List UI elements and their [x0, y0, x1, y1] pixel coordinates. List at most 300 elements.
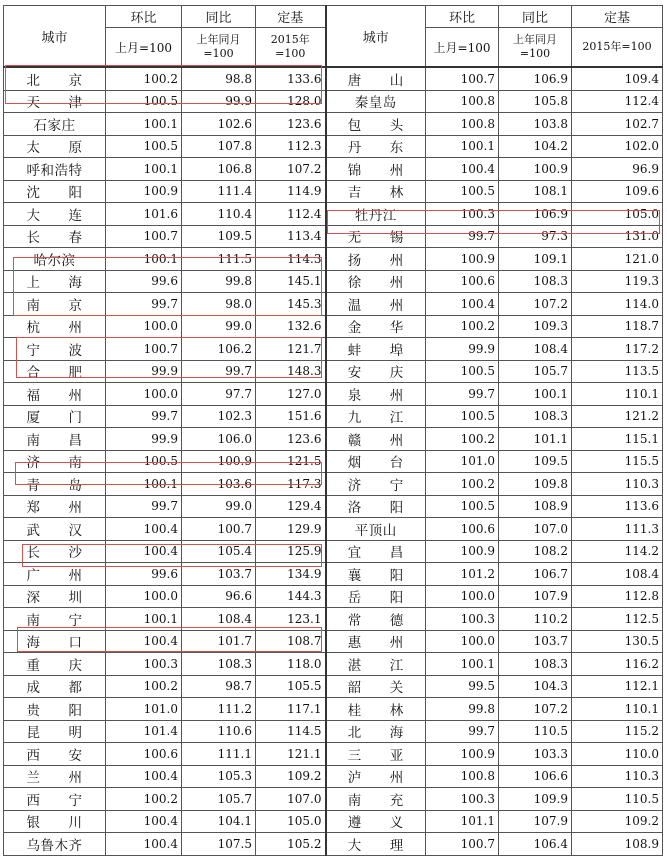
table-row [4, 630, 663, 653]
left-fixed-value: 123.6 [256, 113, 326, 136]
right-city-name: 宜 昌 [326, 540, 426, 563]
right-mom-value: 100.3 [426, 788, 499, 811]
left-fixed-value: 118.0 [256, 653, 326, 676]
right-city-name: 常 德 [326, 608, 426, 631]
left-city-name: 西 安 [4, 743, 106, 766]
left-mom-value: 100.4 [106, 630, 182, 653]
table-row [4, 383, 663, 406]
right-fixed-value: 108.9 [572, 833, 663, 856]
right-mom-value: 100.5 [426, 405, 499, 428]
left-yoy-value: 111.2 [182, 698, 256, 721]
left-fixed-value: 121.7 [256, 338, 326, 361]
header-mom-left: 环比 [106, 6, 182, 28]
left-city-name: 南 宁 [4, 608, 106, 631]
right-yoy-value: 106.4 [499, 833, 572, 856]
right-city-name: 徐 州 [326, 270, 426, 293]
right-city-name: 安 庆 [326, 360, 426, 383]
right-yoy-value: 107.2 [499, 293, 572, 316]
left-city-name: 西 宁 [4, 788, 106, 811]
left-yoy-value: 103.7 [182, 563, 256, 586]
left-yoy-value: 108.3 [182, 653, 256, 676]
left-mom-value: 100.2 [106, 675, 182, 698]
left-fixed-value: 123.1 [256, 608, 326, 631]
right-city-name: 惠 州 [326, 630, 426, 653]
right-yoy-value: 108.1 [499, 180, 572, 203]
left-mom-value: 100.9 [106, 180, 182, 203]
left-city-name: 济 南 [4, 450, 106, 473]
left-yoy-value: 97.7 [182, 383, 256, 406]
left-yoy-value: 104.1 [182, 810, 256, 833]
right-city-name: 岳 阳 [326, 585, 426, 608]
right-mom-value: 100.9 [426, 743, 499, 766]
left-yoy-value: 102.6 [182, 113, 256, 136]
left-fixed-value: 148.3 [256, 360, 326, 383]
right-city-name: 温 州 [326, 293, 426, 316]
left-mom-value: 99.6 [106, 270, 182, 293]
header-city-left: 城市 [4, 6, 106, 68]
left-yoy-value: 99.8 [182, 270, 256, 293]
left-fixed-value: 121.1 [256, 743, 326, 766]
right-fixed-value: 109.6 [572, 180, 663, 203]
table-row [4, 788, 663, 811]
right-mom-value: 100.5 [426, 180, 499, 203]
right-yoy-value: 97.3 [499, 225, 572, 248]
left-fixed-value: 151.6 [256, 405, 326, 428]
left-city-name: 青 岛 [4, 473, 106, 496]
left-mom-value: 101.4 [106, 720, 182, 743]
left-fixed-value: 105.5 [256, 675, 326, 698]
left-city-name: 上 海 [4, 270, 106, 293]
left-fixed-value: 114.3 [256, 248, 326, 271]
left-mom-value: 100.0 [106, 383, 182, 406]
right-fixed-value: 110.0 [572, 743, 663, 766]
left-city-name: 广 州 [4, 563, 106, 586]
left-mom-value: 99.9 [106, 360, 182, 383]
left-city-name: 福 州 [4, 383, 106, 406]
left-city-name: 合 肥 [4, 360, 106, 383]
left-mom-value: 100.4 [106, 765, 182, 788]
table-row [4, 540, 663, 563]
table-row [4, 428, 663, 451]
left-yoy-value: 109.5 [182, 225, 256, 248]
table-row [4, 743, 663, 766]
right-yoy-value: 105.7 [499, 360, 572, 383]
right-mom-value: 101.2 [426, 563, 499, 586]
left-yoy-value: 99.0 [182, 495, 256, 518]
right-city-name: 湛 江 [326, 653, 426, 676]
right-yoy-value: 106.9 [499, 203, 572, 226]
right-city-name: 烟 台 [326, 450, 426, 473]
header-mom-base-left: 上月=100 [106, 28, 182, 68]
left-yoy-value: 99.7 [182, 360, 256, 383]
right-fixed-value: 105.0 [572, 203, 663, 226]
left-mom-value: 100.5 [106, 450, 182, 473]
right-yoy-value: 105.8 [499, 90, 572, 113]
left-mom-value: 100.1 [106, 158, 182, 181]
left-yoy-value: 107.5 [182, 833, 256, 856]
left-mom-value: 100.4 [106, 518, 182, 541]
right-mom-value: 100.7 [426, 67, 499, 90]
left-fixed-value: 128.0 [256, 90, 326, 113]
right-mom-value: 100.3 [426, 608, 499, 631]
right-mom-value: 100.1 [426, 135, 499, 158]
table-row [4, 360, 663, 383]
right-mom-value: 100.1 [426, 653, 499, 676]
right-yoy-value: 103.3 [499, 743, 572, 766]
left-yoy-value: 103.6 [182, 473, 256, 496]
right-city-name: 扬 州 [326, 248, 426, 271]
table-body [4, 67, 663, 855]
right-fixed-value: 118.7 [572, 315, 663, 338]
left-yoy-value: 99.0 [182, 315, 256, 338]
header-mom-right: 环比 [426, 6, 499, 28]
header-city-right: 城市 [326, 6, 426, 68]
left-yoy-value: 105.4 [182, 540, 256, 563]
left-yoy-value: 110.4 [182, 203, 256, 226]
left-city-name: 杭 州 [4, 315, 106, 338]
left-mom-value: 100.5 [106, 135, 182, 158]
left-fixed-value: 117.1 [256, 698, 326, 721]
right-mom-value: 100.2 [426, 315, 499, 338]
right-yoy-value: 104.3 [499, 675, 572, 698]
right-city-name: 泸 州 [326, 765, 426, 788]
right-city-name: 秦皇岛 [326, 90, 426, 113]
right-fixed-value: 112.5 [572, 608, 663, 631]
right-yoy-value: 109.5 [499, 450, 572, 473]
left-city-name: 哈尔滨 [4, 248, 106, 271]
left-mom-value: 100.6 [106, 743, 182, 766]
header-fixed-left: 定基 [256, 6, 326, 28]
right-fixed-value: 110.3 [572, 473, 663, 496]
left-fixed-value: 129.4 [256, 495, 326, 518]
left-fixed-value: 145.3 [256, 293, 326, 316]
header-fixed-base-right: 2015年=100 [572, 28, 663, 68]
left-city-name: 沈 阳 [4, 180, 106, 203]
table-row [4, 450, 663, 473]
left-mom-value: 101.0 [106, 698, 182, 721]
right-yoy-value: 110.2 [499, 608, 572, 631]
left-city-name: 深 圳 [4, 585, 106, 608]
right-mom-value: 100.8 [426, 765, 499, 788]
price-index-table [3, 5, 663, 856]
right-mom-value: 99.7 [426, 720, 499, 743]
left-city-name: 成 都 [4, 675, 106, 698]
right-mom-value: 100.8 [426, 90, 499, 113]
table-row [4, 698, 663, 721]
right-yoy-value: 106.7 [499, 563, 572, 586]
right-city-name: 泉 州 [326, 383, 426, 406]
left-city-name: 兰 州 [4, 765, 106, 788]
table-row [4, 518, 663, 541]
right-yoy-value: 104.2 [499, 135, 572, 158]
left-mom-value: 100.4 [106, 833, 182, 856]
right-yoy-value: 108.3 [499, 270, 572, 293]
right-city-name: 洛 阳 [326, 495, 426, 518]
right-city-name: 南 充 [326, 788, 426, 811]
table-row [4, 293, 663, 316]
right-fixed-value: 96.9 [572, 158, 663, 181]
left-city-name: 太 原 [4, 135, 106, 158]
left-fixed-value: 123.6 [256, 428, 326, 451]
right-mom-value: 99.7 [426, 225, 499, 248]
left-yoy-value: 96.6 [182, 585, 256, 608]
table-row [4, 608, 663, 631]
left-city-name: 武 汉 [4, 518, 106, 541]
left-mom-value: 100.1 [106, 113, 182, 136]
header-yoy-base-right: 上年同月=100 [499, 28, 572, 68]
right-yoy-value: 109.1 [499, 248, 572, 271]
left-yoy-value: 107.8 [182, 135, 256, 158]
right-city-name: 济 宁 [326, 473, 426, 496]
right-fixed-value: 102.0 [572, 135, 663, 158]
left-fixed-value: 114.9 [256, 180, 326, 203]
right-city-name: 赣 州 [326, 428, 426, 451]
left-fixed-value: 113.4 [256, 225, 326, 248]
left-fixed-value: 112.4 [256, 203, 326, 226]
table-row [4, 495, 663, 518]
right-mom-value: 100.4 [426, 293, 499, 316]
right-yoy-value: 103.8 [499, 113, 572, 136]
right-yoy-value: 108.3 [499, 653, 572, 676]
right-yoy-value: 107.9 [499, 585, 572, 608]
left-fixed-value: 129.9 [256, 518, 326, 541]
left-yoy-value: 98.0 [182, 293, 256, 316]
right-city-name: 桂 林 [326, 698, 426, 721]
table-row [4, 473, 663, 496]
table-header [4, 6, 663, 68]
right-yoy-value: 109.3 [499, 315, 572, 338]
table-row [4, 563, 663, 586]
left-mom-value: 101.6 [106, 203, 182, 226]
left-mom-value: 100.0 [106, 315, 182, 338]
left-city-name: 南 昌 [4, 428, 106, 451]
right-yoy-value: 100.9 [499, 158, 572, 181]
table-row [4, 203, 663, 226]
right-fixed-value: 116.2 [572, 653, 663, 676]
right-fixed-value: 130.5 [572, 630, 663, 653]
left-mom-value: 99.7 [106, 495, 182, 518]
right-yoy-value: 106.9 [499, 67, 572, 90]
table-row [4, 765, 663, 788]
left-yoy-value: 111.5 [182, 248, 256, 271]
left-city-name: 宁 波 [4, 338, 106, 361]
right-mom-value: 100.8 [426, 113, 499, 136]
right-mom-value: 100.5 [426, 495, 499, 518]
table-row [4, 270, 663, 293]
left-fixed-value: 112.3 [256, 135, 326, 158]
right-mom-value: 100.7 [426, 833, 499, 856]
right-yoy-value: 107.0 [499, 518, 572, 541]
right-mom-value: 100.0 [426, 585, 499, 608]
left-yoy-value: 100.9 [182, 450, 256, 473]
right-yoy-value: 101.1 [499, 428, 572, 451]
table-row [4, 810, 663, 833]
right-mom-value: 100.9 [426, 540, 499, 563]
left-yoy-value: 105.3 [182, 765, 256, 788]
left-yoy-value: 99.9 [182, 90, 256, 113]
right-yoy-value: 108.3 [499, 405, 572, 428]
right-mom-value: 99.7 [426, 383, 499, 406]
left-city-name: 重 庆 [4, 653, 106, 676]
left-city-name: 天 津 [4, 90, 106, 113]
right-city-name: 包 头 [326, 113, 426, 136]
right-fixed-value: 113.6 [572, 495, 663, 518]
right-fixed-value: 114.0 [572, 293, 663, 316]
left-city-name: 石家庄 [4, 113, 106, 136]
left-mom-value: 99.6 [106, 563, 182, 586]
right-mom-value: 101.0 [426, 450, 499, 473]
left-fixed-value: 125.9 [256, 540, 326, 563]
left-fixed-value: 127.0 [256, 383, 326, 406]
header-yoy-left: 同比 [182, 6, 256, 28]
right-yoy-value: 108.4 [499, 338, 572, 361]
left-fixed-value: 117.3 [256, 473, 326, 496]
header-mom-base-right: 上月=100 [426, 28, 499, 68]
right-city-name: 大 理 [326, 833, 426, 856]
right-fixed-value: 111.3 [572, 518, 663, 541]
right-yoy-value: 108.9 [499, 495, 572, 518]
table-row [4, 675, 663, 698]
right-mom-value: 100.4 [426, 158, 499, 181]
right-mom-value: 99.8 [426, 698, 499, 721]
right-mom-value: 100.2 [426, 473, 499, 496]
right-fixed-value: 110.1 [572, 383, 663, 406]
right-yoy-value: 103.7 [499, 630, 572, 653]
right-fixed-value: 108.4 [572, 563, 663, 586]
left-city-name: 长 沙 [4, 540, 106, 563]
right-fixed-value: 114.2 [572, 540, 663, 563]
right-city-name: 平顶山 [326, 518, 426, 541]
right-city-name: 无 锡 [326, 225, 426, 248]
left-mom-value: 99.7 [106, 293, 182, 316]
right-fixed-value: 112.8 [572, 585, 663, 608]
right-city-name: 三 亚 [326, 743, 426, 766]
right-city-name: 锦 州 [326, 158, 426, 181]
table-row [4, 90, 663, 113]
left-mom-value: 100.3 [106, 653, 182, 676]
right-city-name: 金 华 [326, 315, 426, 338]
left-mom-value: 99.7 [106, 405, 182, 428]
right-fixed-value: 117.2 [572, 338, 663, 361]
left-yoy-value: 100.7 [182, 518, 256, 541]
left-fixed-value: 107.0 [256, 788, 326, 811]
table-row [4, 833, 663, 856]
table-row [4, 653, 663, 676]
left-yoy-value: 110.6 [182, 720, 256, 743]
right-yoy-value: 109.9 [499, 788, 572, 811]
left-fixed-value: 105.2 [256, 833, 326, 856]
left-city-name: 乌鲁木齐 [4, 833, 106, 856]
right-city-name: 吉 林 [326, 180, 426, 203]
left-city-name: 银 川 [4, 810, 106, 833]
right-yoy-value: 108.2 [499, 540, 572, 563]
left-fixed-value: 109.2 [256, 765, 326, 788]
left-mom-value: 100.4 [106, 540, 182, 563]
left-mom-value: 100.4 [106, 810, 182, 833]
left-fixed-value: 133.6 [256, 67, 326, 90]
left-yoy-value: 108.4 [182, 608, 256, 631]
right-fixed-value: 121.0 [572, 248, 663, 271]
right-mom-value: 99.9 [426, 338, 499, 361]
table-row [4, 225, 663, 248]
left-mom-value: 100.1 [106, 248, 182, 271]
right-city-name: 唐 山 [326, 67, 426, 90]
right-fixed-value: 102.7 [572, 113, 663, 136]
right-yoy-value: 110.5 [499, 720, 572, 743]
right-fixed-value: 115.2 [572, 720, 663, 743]
left-yoy-value: 98.8 [182, 67, 256, 90]
left-yoy-value: 102.3 [182, 405, 256, 428]
left-city-name: 昆 明 [4, 720, 106, 743]
right-city-name: 遵 义 [326, 810, 426, 833]
table-row [4, 585, 663, 608]
left-fixed-value: 105.0 [256, 810, 326, 833]
right-mom-value: 101.1 [426, 810, 499, 833]
left-city-name: 长 春 [4, 225, 106, 248]
left-fixed-value: 108.7 [256, 630, 326, 653]
right-mom-value: 100.6 [426, 270, 499, 293]
right-fixed-value: 121.2 [572, 405, 663, 428]
right-city-name: 蚌 埠 [326, 338, 426, 361]
left-yoy-value: 106.8 [182, 158, 256, 181]
left-mom-value: 100.1 [106, 608, 182, 631]
left-mom-value: 100.2 [106, 788, 182, 811]
left-fixed-value: 114.5 [256, 720, 326, 743]
right-fixed-value: 115.1 [572, 428, 663, 451]
header-yoy-right: 同比 [499, 6, 572, 28]
right-yoy-value: 107.9 [499, 810, 572, 833]
right-fixed-value: 112.4 [572, 90, 663, 113]
left-fixed-value: 145.1 [256, 270, 326, 293]
price-index-table-container [3, 5, 662, 856]
left-mom-value: 100.7 [106, 225, 182, 248]
left-fixed-value: 144.3 [256, 585, 326, 608]
right-fixed-value: 109.4 [572, 67, 663, 90]
right-fixed-value: 110.5 [572, 788, 663, 811]
left-city-name: 北 京 [4, 67, 106, 90]
header-yoy-base-left: 上年同月=100 [182, 28, 256, 68]
right-city-name: 牡丹江 [326, 203, 426, 226]
right-city-name: 丹 东 [326, 135, 426, 158]
left-yoy-value: 106.2 [182, 338, 256, 361]
left-city-name: 厦 门 [4, 405, 106, 428]
right-yoy-value: 107.2 [499, 698, 572, 721]
right-mom-value: 100.0 [426, 630, 499, 653]
right-mom-value: 100.9 [426, 248, 499, 271]
right-fixed-value: 113.5 [572, 360, 663, 383]
right-fixed-value: 110.1 [572, 698, 663, 721]
left-mom-value: 100.5 [106, 90, 182, 113]
right-mom-value: 100.5 [426, 360, 499, 383]
right-fixed-value: 109.2 [572, 810, 663, 833]
left-fixed-value: 107.2 [256, 158, 326, 181]
left-mom-value: 100.2 [106, 67, 182, 90]
left-yoy-value: 106.0 [182, 428, 256, 451]
left-city-name: 郑 州 [4, 495, 106, 518]
left-mom-value: 100.7 [106, 338, 182, 361]
right-fixed-value: 115.5 [572, 450, 663, 473]
left-mom-value: 100.0 [106, 585, 182, 608]
table-row [4, 113, 663, 136]
right-fixed-value: 119.3 [572, 270, 663, 293]
left-city-name: 呼和浩特 [4, 158, 106, 181]
left-city-name: 南 京 [4, 293, 106, 316]
left-yoy-value: 98.7 [182, 675, 256, 698]
right-fixed-value: 131.0 [572, 225, 663, 248]
right-mom-value: 99.5 [426, 675, 499, 698]
table-row [4, 67, 663, 90]
left-yoy-value: 105.7 [182, 788, 256, 811]
